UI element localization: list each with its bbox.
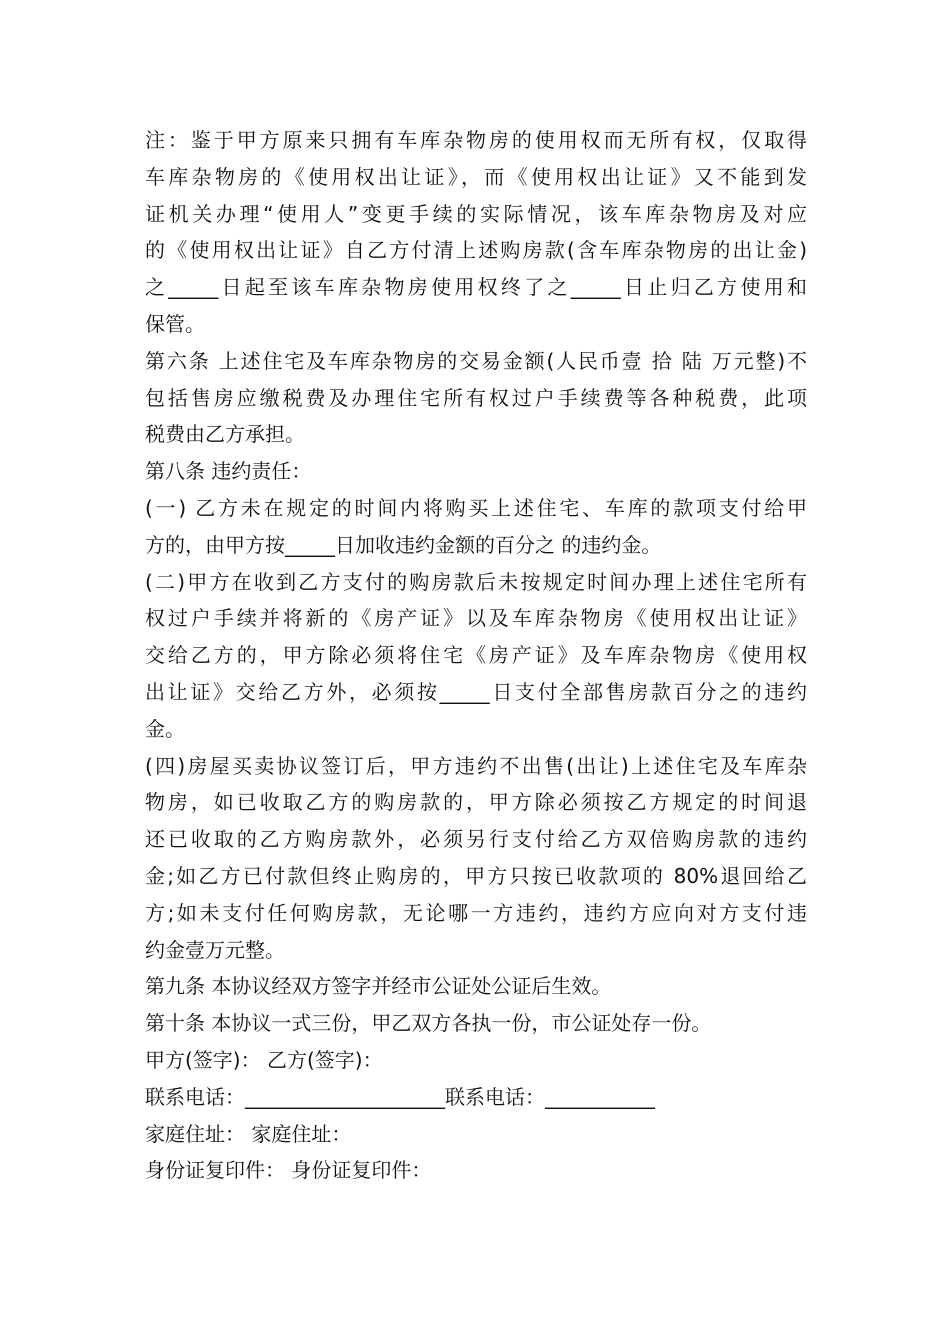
- text-line: 方;如未支付任何购房款，无论哪一方违约，违约方应向对方支付违: [145, 900, 807, 925]
- text-line: 约金壹万元整。: [145, 937, 285, 962]
- text-line: 第八条 违约责任：: [145, 459, 312, 484]
- address-line: 家庭住址： 家庭住址：: [145, 1121, 352, 1146]
- text-line: 还已收取的乙方购房款外，必须另行支付给乙方双倍购房款的违约: [145, 827, 807, 852]
- text-line: 金;如乙方已付款但终止购房的，甲方只按已收款项的 80%退回给乙: [145, 863, 807, 888]
- text-line: 金。: [145, 716, 185, 741]
- text-line: 第九条 本协议经双方签字并经市公证处公证后生效。: [145, 974, 612, 999]
- text-line: (一) 乙方未在规定的时间内将购买上述住宅、车库的款项支付给甲: [145, 495, 807, 520]
- text-line: 税费由乙方承担。: [145, 422, 305, 447]
- text-line: 的《使用权出让证》自乙方付清上述购房款(含车库杂物房的出让金): [145, 238, 807, 263]
- signature-line: 甲方(签字)： 乙方(签字)：: [145, 1047, 383, 1072]
- text-line: 注：鉴于甲方原来只拥有车库杂物房的使用权而无所有权，仅取得: [145, 128, 807, 152]
- text-line: 方的，由甲方按_____日加收违约金额的百分之 的违约金。: [145, 532, 662, 557]
- text-line: 出让证》交给乙方外，必须按_____日支付全部售房款百分之的违约: [145, 679, 807, 704]
- text-line: (四)房屋买卖协议签订后，甲方违约不出售(出让)上述住宅及车库杂: [145, 753, 807, 778]
- phone-line: 联系电话：____________________联系电话：___________: [145, 1084, 655, 1109]
- text-line: 物房，如已收取乙方的购房款的，甲方除必须按乙方规定的时间退: [145, 790, 807, 815]
- text-line: (二)甲方在收到乙方支付的购房款后未按规定时间办理上述住宅所有: [145, 569, 807, 594]
- text-line: 车库杂物房的《使用权出让证》，而《使用权出让证》又不能到发: [145, 164, 807, 189]
- text-line: 包括售房应缴税费及办理住宅所有权过户手续费等各种税费，此项: [145, 385, 807, 410]
- text-line: 交给乙方的，甲方除必须将住宅《房产证》及车库杂物房《使用权: [145, 643, 807, 668]
- text-line: 证机关办理“使用人”变更手续的实际情况，该车库杂物房及对应: [145, 201, 807, 226]
- text-line: 权过户手续并将新的《房产证》以及车库杂物房《使用权出让证》: [145, 606, 807, 631]
- text-line: 之_____日起至该车库杂物房使用权终了之_____日止归乙方使用和: [145, 275, 807, 300]
- text-line: 第六条 上述住宅及车库杂物房的交易金额(人民币壹 拾 陆 万元整)不: [145, 348, 807, 373]
- text-line: 保管。: [145, 311, 205, 336]
- text-line: 第十条 本协议一式三份，甲乙双方各执一份，市公证处存一份。: [145, 1011, 712, 1036]
- id-copy-line: 身份证复印件： 身份证复印件：: [145, 1158, 432, 1183]
- document-body: [145, 122, 807, 1189]
